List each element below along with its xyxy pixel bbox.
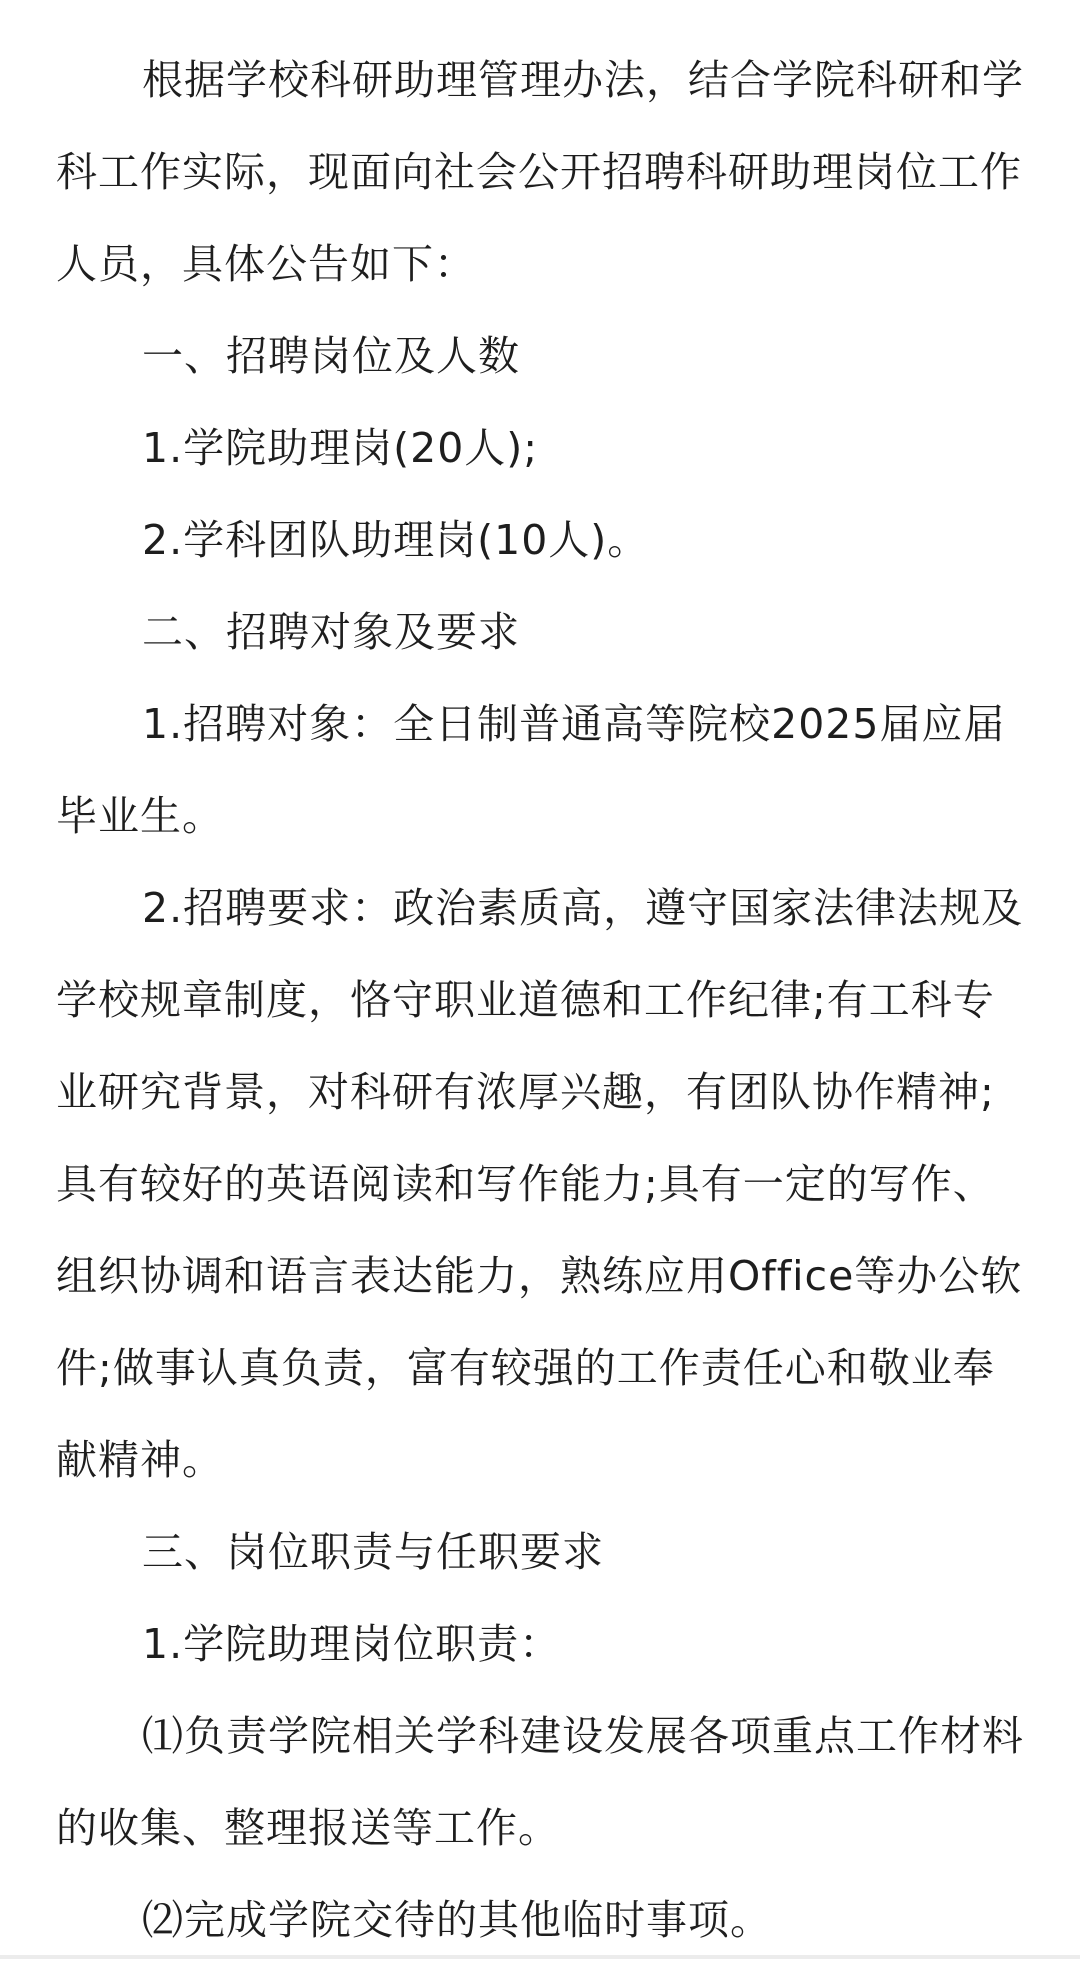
duty-item-1: ⑴负责学院相关学科建设发展各项重点工作材料的收集、整理报送等工作。 (56, 1712, 1024, 1852)
duties-subheading-college-assistant: 1.学院助理岗位职责： (142, 1620, 562, 1668)
position-item-college-assistant: 1.学院助理岗(20人); (142, 424, 539, 472)
eligibility-target: 1.招聘对象：全日制普通高等院校2025届应届毕业生。 (56, 700, 1006, 840)
section-heading-eligibility: 二、招聘对象及要求 (142, 608, 520, 656)
article-body (56, 34, 1026, 1966)
bottom-divider (0, 1955, 1080, 1959)
section-heading-duties: 三、岗位职责与任职要求 (142, 1528, 604, 1576)
intro-paragraph: 根据学校科研助理管理办法，结合学院科研和学科工作实际，现面向社会公开招聘科研助理岗位工作人员，具体公告如下： (56, 56, 1024, 288)
duty-item-2: ⑵完成学院交待的其他临时事项。 (142, 1896, 772, 1944)
eligibility-requirements: 2.招聘要求：政治素质高，遵守国家法律法规及学校规章制度，恪守职业道德和工作纪律;有工科专业研究背景，对科研有浓厚兴趣，有团队协作精神;具有较好的英语阅读和写作能力;具有一定的写作、组织协调和语言表达能力，熟练应用Office等办公软件;做事认真负责，富有较强的工作责任心和敬业奉献精神。 (56, 884, 1024, 1484)
position-item-team-assistant: 2.学科团队助理岗(10人)。 (142, 516, 650, 564)
section-heading-positions: 一、招聘岗位及人数 (142, 332, 520, 380)
